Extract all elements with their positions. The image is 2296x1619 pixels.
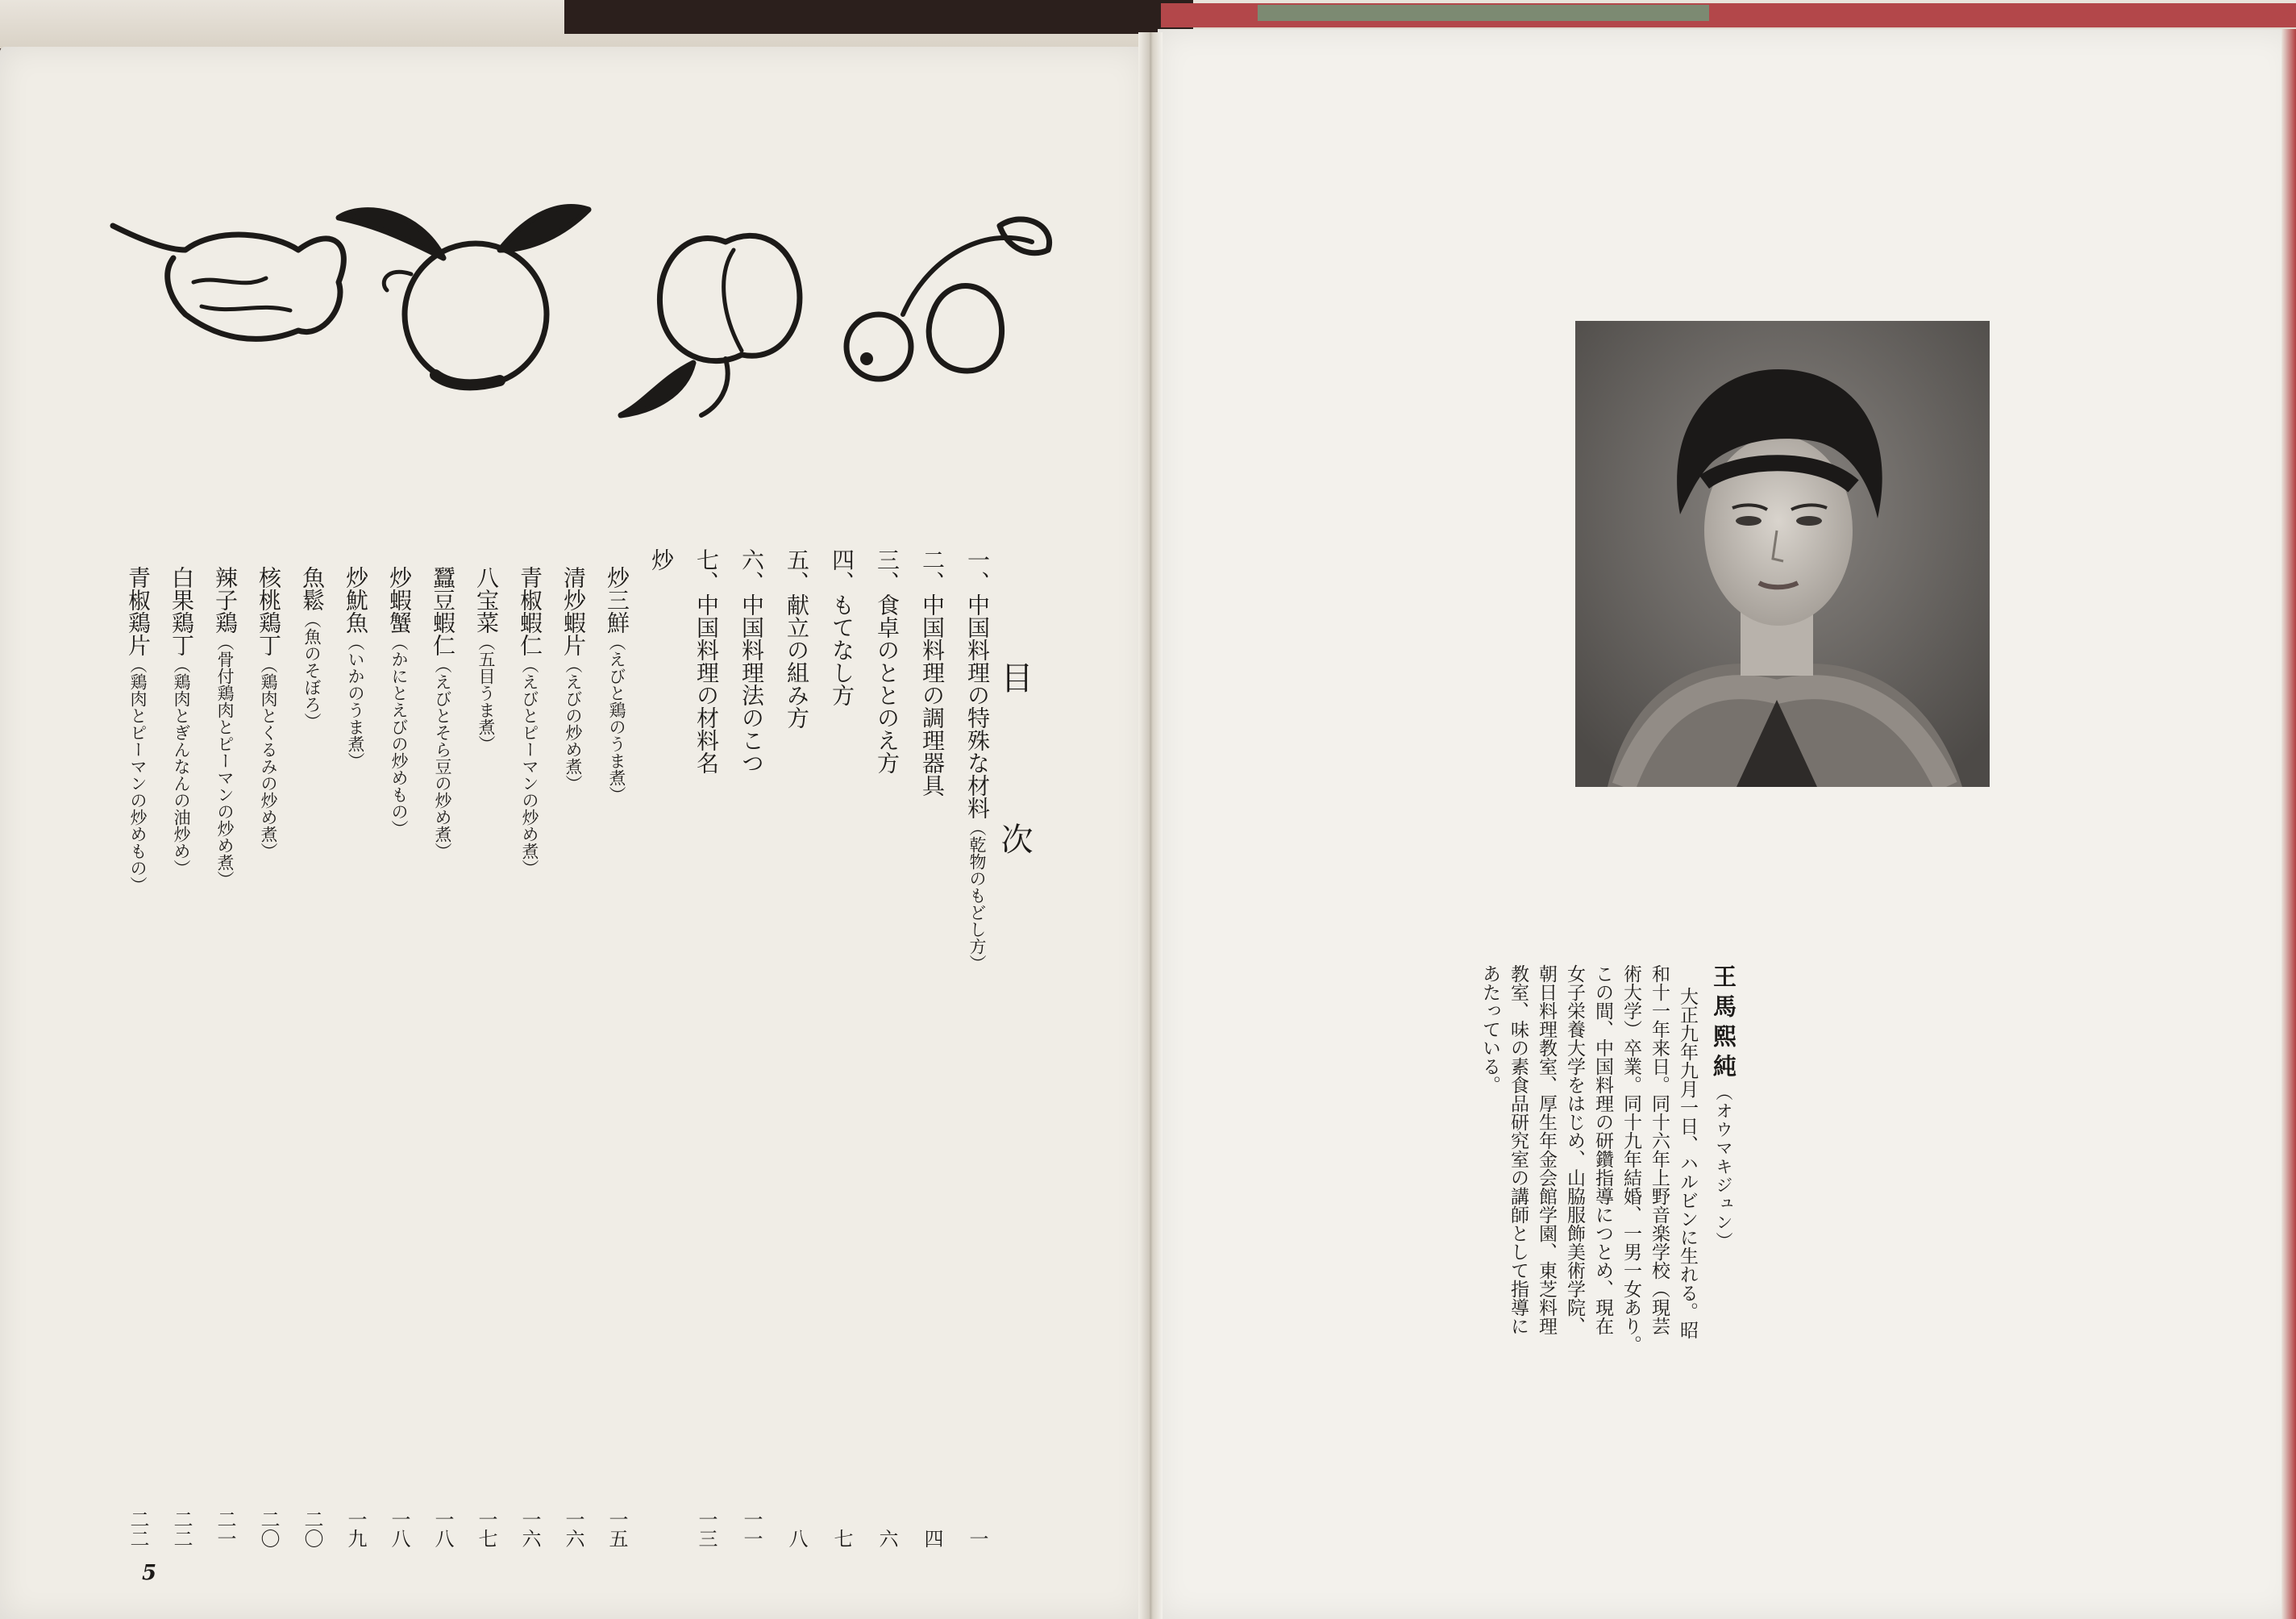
toc-page-number: 一一 [740, 1509, 763, 1548]
toc-page-number: 二〇 [301, 1509, 323, 1548]
toc-dish-item[interactable] [508, 548, 551, 1548]
author-bio [1475, 964, 1741, 1464]
loquat-drawing [846, 314, 911, 379]
dish-name: 炒蝦蟹 [386, 566, 413, 634]
leader-dots [705, 782, 708, 1501]
toc-entry: 二、中国料理の調理器具 [919, 548, 946, 797]
toc-item[interactable] [909, 548, 955, 1548]
dish-note: （鶏肉とくるみの炒め煮） [259, 656, 278, 859]
toc-page-number: 四 [921, 1529, 943, 1548]
bio-line: 女子栄養大学をはじめ、山脇服飾美術学院、 [1564, 964, 1585, 1335]
dish-note: （五目うま煮） [476, 634, 496, 752]
dish-note: （えびと鶏のうま煮） [607, 634, 626, 803]
leader-dots [311, 738, 314, 1501]
toc-page-number: 一八 [388, 1509, 410, 1548]
leader-dots [181, 884, 183, 1501]
toc-page-number: 一八 [431, 1509, 454, 1548]
dish-name: 魚鬆 [299, 566, 326, 611]
author-portrait [1575, 321, 1990, 787]
background-strip [564, 0, 1193, 34]
toc-page-number: 二〇 [257, 1509, 280, 1548]
leader-dots [616, 811, 618, 1501]
toc-entry: 一、中国料理の特殊な材料 [964, 548, 991, 819]
dish-name: 八宝菜 [473, 566, 500, 634]
toc-page-number: 一六 [562, 1509, 584, 1548]
leader-dots [976, 980, 979, 1521]
toc-item[interactable] [774, 548, 819, 1548]
leader-dots [796, 737, 798, 1521]
toc-page-number: 七 [830, 1529, 853, 1548]
toc-page-number: 六 [876, 1529, 898, 1548]
dish-name: 蠶豆蝦仁 [430, 566, 456, 656]
leader-dots [751, 782, 753, 1501]
toc-page-number: 一五 [605, 1509, 628, 1548]
toc-entry: 五、献立の組み方 [784, 548, 810, 729]
toc-item[interactable] [819, 548, 864, 1548]
leader-dots [137, 901, 139, 1501]
bio-line: 朝日料理教室、厚生年金会館学園、東芝料理 [1536, 964, 1557, 1335]
toc-entry: 三、食卓のととのえ方 [874, 548, 901, 774]
book-gutter [1138, 32, 1163, 1619]
toc-section-label: 炒 [648, 548, 675, 571]
dish-note: （鶏肉とぎんなんの油炒め） [172, 656, 191, 876]
leader-dots [660, 579, 663, 1540]
table-of-contents [105, 548, 1000, 1548]
toc-page-number: 八 [785, 1529, 808, 1548]
dish-note: （えびの炒め煮） [564, 656, 583, 792]
toc-entry: 四、もてなし方 [829, 548, 855, 706]
toc-section[interactable] [638, 548, 684, 1548]
leader-dots [572, 800, 575, 1501]
toc-dish-item[interactable] [421, 548, 464, 1548]
leader-dots [442, 868, 444, 1501]
leader-dots [398, 845, 401, 1501]
bio-body [1475, 964, 1707, 1464]
toc-page-number: 二二 [170, 1509, 193, 1548]
toc-dish-item[interactable] [290, 548, 334, 1548]
toc-page-number: 一七 [475, 1509, 497, 1548]
leader-dots [841, 714, 843, 1521]
fruit-illustration [97, 194, 1064, 419]
dish-name: 青椒鶏片 [125, 566, 152, 656]
author-name-line [1707, 964, 1741, 1464]
dish-note: （かにとえびの炒めもの） [389, 634, 409, 837]
dish-note: （鶏肉とピーマンの炒めもの） [128, 656, 148, 893]
toc-dish-item[interactable] [464, 548, 508, 1548]
bio-line: この間、中国料理の研鑽指導につとめ、現在 [1592, 964, 1613, 1335]
dish-name: 辣子鶏 [212, 566, 239, 634]
green-cover-edge [1258, 5, 1709, 21]
dish-note: （えびとそら豆の炒め煮） [433, 656, 452, 859]
bio-line: 術大学）卒業。同十九年結婚、一男一女あり。 [1620, 964, 1641, 1354]
toc-entry: 六、中国料理法のこつ [738, 548, 765, 774]
toc-page-number: 一三 [695, 1509, 718, 1548]
leader-dots [529, 884, 531, 1501]
toc-page-number: 一九 [344, 1509, 367, 1548]
toc-dish-item[interactable] [247, 548, 290, 1548]
dish-note: （骨付鶏肉とピーマンの炒め煮） [215, 634, 235, 888]
toc-dish-item[interactable] [334, 548, 377, 1548]
author-name-reading: （オウマキジュン） [1714, 1084, 1733, 1251]
dish-name: 清炒蝦片 [560, 566, 587, 656]
toc-page-number: 二二 [127, 1509, 149, 1548]
dish-name: 核桃鶏丁 [256, 566, 282, 656]
orange-drawing [405, 243, 547, 385]
dish-name: 炒魷魚 [343, 566, 369, 634]
dish-name: 白果鶏丁 [168, 566, 195, 656]
toc-dish-item[interactable] [160, 548, 203, 1548]
dish-note: （えびとピーマンの炒め煮） [520, 656, 539, 876]
toc-item[interactable] [955, 548, 1000, 1548]
bio-line: 和十一年来日。同十六年上野音楽学校（現芸 [1649, 964, 1670, 1335]
toc-item[interactable] [864, 548, 909, 1548]
toc-item[interactable] [684, 548, 729, 1548]
leader-dots [224, 896, 227, 1501]
leader-dots [355, 777, 357, 1501]
dish-name: 炒三鮮 [604, 566, 630, 634]
toc-entry: 七、中国料理の材料名 [693, 548, 720, 774]
toc-dish-item[interactable] [203, 548, 247, 1548]
toc-note: （乾物のもどし方） [967, 819, 987, 972]
toc-item[interactable] [729, 548, 774, 1548]
dish-note: （魚のそぼろ） [302, 611, 322, 730]
toc-page-number: 二一 [214, 1509, 236, 1548]
right-cover-edge [2281, 29, 2296, 1619]
bio-line: あたっている。 [1479, 964, 1500, 1094]
bio-line: 教室、味の素食品研究室の講師として指導に [1508, 964, 1529, 1335]
dish-note: （いかのうま煮） [346, 634, 365, 769]
dish-name: 青椒蝦仁 [517, 566, 543, 656]
bio-line: 大正九年九月一日、ハルビンに生れる。昭 [1677, 987, 1698, 1339]
leader-dots [485, 760, 488, 1501]
leader-dots [931, 805, 934, 1521]
toc-page-number: 一 [966, 1529, 988, 1548]
toc-page-number: 一六 [518, 1509, 541, 1548]
leader-dots [268, 868, 270, 1501]
leader-dots [886, 782, 888, 1521]
author-name: 王馬熙純 [1710, 964, 1737, 1084]
page-number: 5 [142, 1561, 157, 1585]
toc-dish-item[interactable] [116, 548, 160, 1548]
toc-heading: 目 次 [996, 661, 1033, 903]
toc-dish-item[interactable] [551, 548, 595, 1548]
toc-dish-item[interactable] [377, 548, 421, 1548]
toc-dish-item[interactable] [595, 548, 638, 1548]
